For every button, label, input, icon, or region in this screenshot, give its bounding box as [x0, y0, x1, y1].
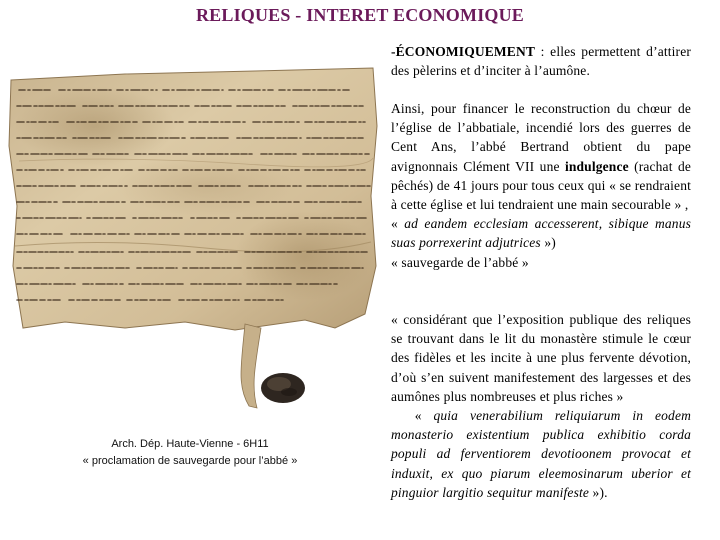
- exposition-paragraph: [391, 310, 691, 502]
- intro-text: : elles permettent d’attirer des pèlerins et d’inciter à l’aumône.: [391, 44, 691, 79]
- exposition-latin-close: »).: [589, 484, 608, 500]
- intro-lead: -ÉCONOMIQUEMENT: [391, 44, 535, 59]
- exposition-latin-open: «: [414, 408, 434, 424]
- exposition-latin-quote: quia venerabilium reliquiarum in eodem monasterio existentium publica exhibitio corda populi ad ferventiorem devotioonem provocat et induxit, ex quo piarum eleemosinarum uberior et pinguior largitio sequitur manifeste: [391, 408, 691, 500]
- indulgence-text-after: (rachat de pêchés) de 41 jours pour tous ceux qui « se rendraient à cette église et lui tendraient une main secourable » ,: [391, 158, 691, 213]
- image-caption: Arch. Dép. Haute-Vienne - 6H11 « proclamation de sauvegarde pour l’abbé »: [82, 438, 298, 467]
- indulgence-latin-close: »): [540, 235, 556, 251]
- indulgence-term: indulgence: [564, 158, 629, 174]
- intro-paragraph: [391, 42, 691, 80]
- indulgence-latin-open: «: [391, 216, 405, 232]
- indulgence-note: « sauvegarde de l’abbé »: [391, 254, 529, 270]
- indulgence-text-before: Ainsi, pour financer le reconstruction du chœur de l’église de l’abbatiale, incendié lors des guerres de Cent Ans, l’abbé Bertrand obtient du pape avignonnais Clément VII une: [391, 101, 691, 174]
- parchment-image: [5, 66, 383, 412]
- exposition-french-quote: « considérant que l’exposition publique des reliques se trouvant dans le lit du monastère stimule le cœur des fidèles et les incite à une plus fervente dévotion, d’où s’en suivent manifestement des largesses et des aumônes plus nombreuses et plus riches »: [391, 312, 691, 404]
- page-title: RELIQUES - INTERET ECONOMIQUE: [195, 5, 525, 25]
- indulgence-paragraph: [391, 99, 691, 272]
- indulgence-latin-quote: ad eandem ecclesiam accesserent, sibique manus suas porrexerint adjutrices: [391, 216, 691, 251]
